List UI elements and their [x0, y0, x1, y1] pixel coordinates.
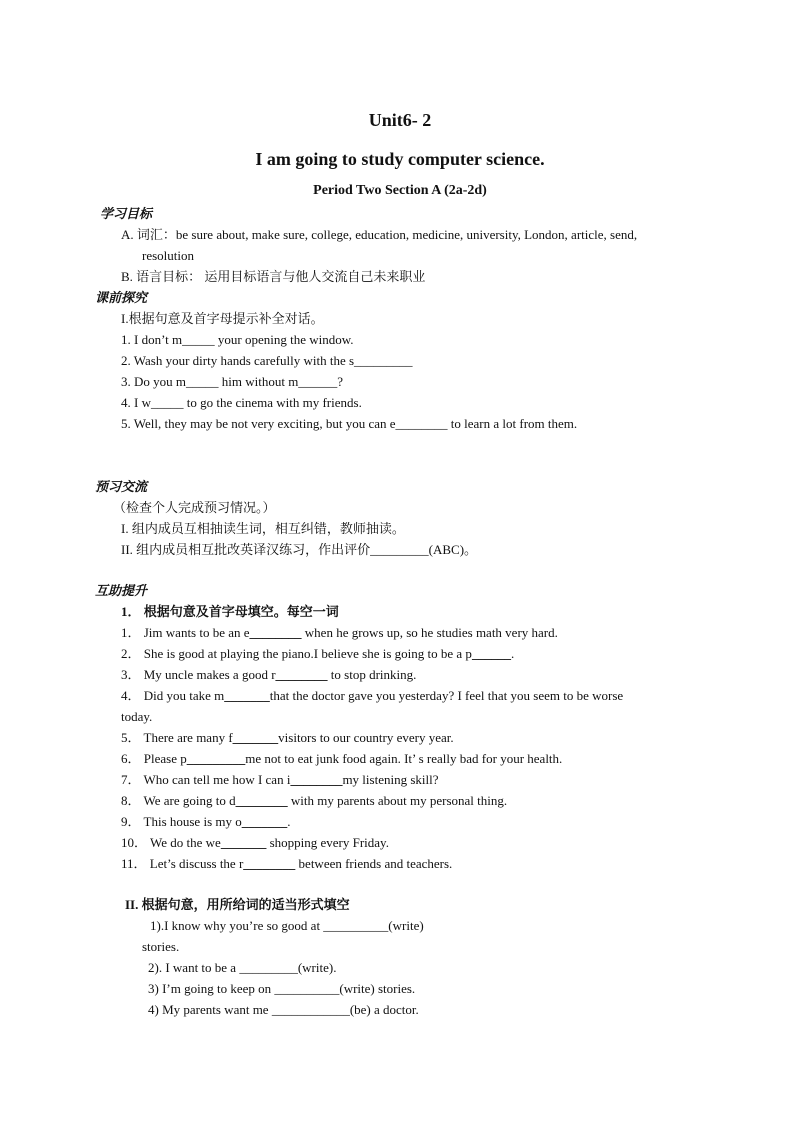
- exercise-item: 9． This house is my o_______.: [121, 814, 291, 829]
- exercise-item: 3． My uncle makes a good r________ to stop drinking.: [121, 667, 417, 682]
- period-subtitle: Period Two Section A (2a-2d): [313, 183, 487, 198]
- objective-a-line2: resolution: [142, 248, 194, 263]
- section2-title: II. 根据句意，用所给词的适当形式填空: [125, 897, 350, 912]
- section2-item-continuation: stories.: [142, 939, 180, 954]
- section2-item: 1).I know why you’re so good at __________(write): [150, 918, 424, 933]
- page-title: Unit6- 2: [368, 110, 432, 130]
- exchange-heading: 预习交流: [95, 479, 148, 494]
- exercise-item: 10． We do the we_______ shopping every Friday.: [121, 835, 389, 850]
- exchange-item-2: II. 组内成员相互批改英译汉练习，作出评价_________(ABC)。: [121, 542, 478, 557]
- objective-b-line: B. 语言目标： 运用目标语言与他人交流自己未来职业: [121, 269, 426, 284]
- exercise-item: 7． Who can tell me how I can i________my listening skill?: [121, 772, 439, 787]
- preview-item: 2. Wash your dirty hands carefully with the s_________: [121, 353, 413, 368]
- preview-item: 5. Well, they may be not very exciting, but you can e________ to learn a lot from them.: [121, 416, 578, 431]
- preview-item: 1. I don’t m_____ your opening the window.: [121, 332, 354, 347]
- preview-intro: I.根据句意及首字母提示补全对话。: [121, 311, 324, 326]
- objective-a-line1: A. 词汇：be sure about, make sure, college, education, medicine, university, London, article, send,: [121, 227, 638, 242]
- section2-item: 4) My parents want me ____________(be) a doctor.: [148, 1002, 419, 1017]
- section1-title: 1． 根据句意及首字母填空。每空一词: [121, 604, 339, 619]
- exercise-item-continuation: today.: [121, 709, 153, 724]
- exercise-item: 2． She is good at playing the piano.I believe she is going to be a p______.: [121, 646, 515, 661]
- preview-item: 4. I w_____ to go the cinema with my friends.: [121, 395, 362, 410]
- exercise-item: 8． We are going to d________ with my parents about my personal thing.: [121, 793, 508, 808]
- exchange-item-1: I. 组内成员互相抽读生词，相互纠错，教师抽读。: [121, 521, 405, 536]
- exercise-item: 1． Jim wants to be an e________ when he grows up, so he studies math very hard.: [121, 625, 558, 640]
- exercise-item: 5． There are many f_______visitors to our country every year.: [121, 730, 454, 745]
- section2-item: 3) I’m going to keep on __________(write) stories.: [148, 981, 416, 996]
- exercise-item: 4． Did you take m_______that the doctor gave you yesterday? I feel that you seem to be worse: [121, 688, 624, 703]
- exercise-item: 11． Let’s discuss the r________ between friends and teachers.: [121, 856, 453, 871]
- exchange-note: （检查个人完成预习情况。）: [113, 500, 276, 515]
- preview-item: 3. Do you m_____ him without m______?: [121, 374, 344, 389]
- lesson-title: I am going to study computer science.: [255, 149, 545, 169]
- objectives-heading: 学习目标: [100, 206, 153, 221]
- exercise-item: 6． Please p_________me not to eat junk food again. It’ s really bad for your health.: [121, 751, 563, 766]
- improve-heading: 互助提升: [95, 583, 148, 598]
- section2-item: 2). I want to be a _________(write).: [148, 960, 337, 975]
- preview-heading: 课前探究: [95, 290, 148, 305]
